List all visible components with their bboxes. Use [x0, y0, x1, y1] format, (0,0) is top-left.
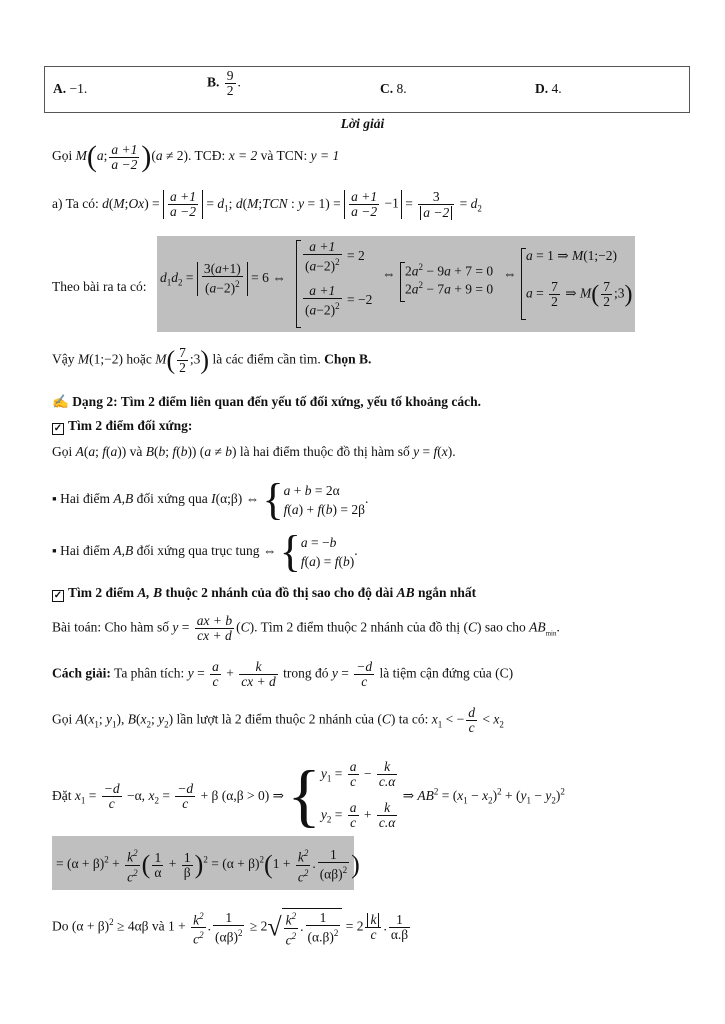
option-a[interactable] [53, 81, 87, 97]
line1-tcn-eq: y = 1 [310, 148, 340, 164]
line-2: a) Ta có: d(M;Ox) = $\frac{a +1}{a -2}$ = $d_1$; d(M;TCN : y = 1) = $\frac{a +1}{a -2}$ −1 = $\frac{3}{a -2}$ = $d_2$ [52, 189, 482, 220]
option-d[interactable] [535, 81, 562, 97]
call-post: ta có: [398, 711, 429, 727]
option-d-value: 4. [551, 81, 562, 96]
method-text: Ta phân tích: [114, 665, 185, 681]
line4-pre: Vậy [52, 351, 75, 367]
method-pre: Cách giải: [52, 665, 111, 681]
method-post: là tiệm cận đứng của (C) [379, 665, 514, 681]
method: Cách giải: Ta phân tích: y = $\frac{a}{c}$ + $\frac{k}{cx + d}$ trong đó y = $\frac{-d}{c}$ là tiệm cận đứng của (C) [52, 659, 514, 689]
line-3-bracket1: $\frac{a +1}{(a-2)^2}$ = 2 $\frac{a +1}{(a-2)^2}$ = −2 [296, 240, 372, 328]
line2-pre: a) Ta có: [52, 196, 99, 212]
line-1: Gọi M(a; $\frac{a +1}{a -2}$ )(a ≠ 2). TCĐ: x = 2 và TCN: y = 1 [52, 140, 340, 173]
dang2-heading [52, 394, 481, 410]
option-c[interactable] [380, 81, 407, 97]
dang2-text: Dạng 2: Tìm 2 điểm liên quan đến yếu tố đối xứng, yếu tố khoảng cách. [72, 394, 481, 409]
since-and: và [151, 918, 165, 934]
branch-title-post: ngắn nhất [417, 585, 477, 600]
line-3-bracket2: $2a^2 - 9a + 7 = 0$ $2a^2 - 7a + 9 = 0$ [400, 262, 493, 302]
solution-title: Lời giải [340, 116, 385, 131]
problem: Bài toán: Cho hàm số y = $\frac{ax + b}{cx + d}$ (C). Tìm 2 điểm thuộc 2 nhánh của đồ thị (C) sao cho $AB_{min}$. [52, 613, 560, 643]
sym-intro: Gọi A(a; f(a)) và B(b; f(b)) (a ≠ b) là hai điểm thuộc đồ thị hàm số y = f(x). [52, 444, 456, 459]
line-3-bracket3: a = 1 ⇒ M(1;−2) a = $\frac{7}{2}$ ⇒ M( $\frac{7}{2}$ ;3) [521, 248, 632, 320]
option-d-label: D. [535, 81, 549, 96]
option-b-label: B. [207, 74, 220, 90]
sym-title [52, 418, 192, 435]
option-b-dot: . [237, 74, 241, 90]
option-b-den: 2 [226, 83, 234, 98]
option-b[interactable] [207, 69, 241, 98]
sym-axis-mid: đối xứng qua trục tung [136, 543, 260, 559]
line1-pre: Gọi [52, 148, 73, 164]
checkbox-icon: ✓ [53, 590, 63, 601]
line1-tcd: . TCĐ: [188, 148, 226, 164]
sym-intro-post: là hai điểm thuộc đồ thị hàm số [239, 444, 410, 459]
option-a-value: −1. [69, 81, 88, 96]
line1-tcd-eq: x = 2 [228, 148, 258, 164]
sym-intro-pre: Gọi [52, 444, 73, 459]
line4-post: là các điểm cần tìm. [212, 351, 321, 367]
option-b-num: 9 [226, 68, 234, 83]
sym-point-pre: ▪ Hai điểm [52, 491, 111, 507]
line1-m: M [75, 148, 87, 164]
sym-axis-pre: ▪ Hai điểm [52, 543, 111, 559]
sym-axis: ▪ Hai điểm A,B đối xứng qua trục tung ⇔ {a = −b f(a) = f(b). [52, 527, 358, 576]
option-a-label: A. [53, 81, 67, 96]
sym-point-mid: đối xứng qua [136, 491, 208, 507]
sym-intro-and: và [129, 444, 143, 459]
line-4: Vậy M(1;−2) hoặc M( $\frac{7}{2}$ ;3) là các điểm cần tìm. Chọn B. [52, 345, 372, 375]
line-3-math: $d_1d_2$ = $\frac{3(a+1)}{(a-2)^2}$ = 6 ⇔ [160, 261, 286, 296]
checkbox-icon: ✓ [53, 423, 63, 434]
branch-title-mid: thuộc 2 nhánh của đồ thị sao cho độ dài [165, 585, 394, 600]
line4-choice: Chọn B. [324, 351, 372, 367]
problem-mid: . Tìm 2 điểm thuộc 2 nhánh của đồ thị [254, 619, 461, 635]
since: Do $(\alpha + \beta)^2 \ge 4\alpha\beta$ và 1 + $\frac{k^2}{c^2}$ . $\frac{1}{(\alpha\beta)^2}$ ≥ 2√ $\frac{k^2}{c^2}$ . $\frac{1}{(\alpha.\beta)^2}$ = 2 $\frac{k}{c}$ . $\frac{1}{\alpha.\beta}$ [52, 909, 409, 947]
option-c-value: 8. [396, 81, 407, 96]
line4-or: hoặc [126, 351, 152, 367]
answer-box [44, 66, 690, 113]
problem-post: sao cho [484, 619, 526, 635]
set-pre: Đặt [52, 787, 72, 803]
pencil-icon: ✍ [52, 394, 69, 409]
branch-title: ✓ Tìm 2 điểm A, B thuộc 2 nhánh của đồ thị sao cho độ dài AB ngắn nhất [53, 585, 477, 601]
call-mid: lần lượt là 2 điểm thuộc 2 nhánh của [176, 711, 374, 727]
method-mid: trong đó [283, 665, 329, 681]
call-pre: Gọi [52, 711, 73, 727]
set: Đặt $x_1$ = $\frac{-d}{c}$ −α, $x_2$ = $\frac{-d}{c}$ + β (α,β > 0) ⇒ {$y_1$ = $\frac{a}{c}$ − $\frac{k}{c.\alpha}$ $y_2$ = $\frac{a}{c}$ + $\frac{k}{c.\alpha}$ ⇒ $AB^2 = (x_1 - x_2)^2 + (y_1 - y_2)^2$ [52, 757, 565, 835]
sym-title-text: Tìm 2 điểm đối xứng: [68, 418, 193, 433]
call: Gọi $A(x_1$; $y_1$), $B(x_2$; $y_2$) lần lượt là 2 điểm thuộc 2 nhánh của (C) ta có: $x_1$ < − $\frac{d}{c}$ < $x_2$ [52, 705, 504, 735]
option-c-label: C. [380, 81, 394, 96]
branch-title-pre: Tìm 2 điểm [68, 585, 134, 600]
since-pre: Do [52, 918, 69, 934]
problem-pre: Bài toán: Cho hàm số [52, 619, 169, 635]
line3-pre: Theo bài ra ta có: [52, 279, 147, 294]
sym-point: ▪ Hai điểm A,B đối xứng qua I(α;β) ⇔ {a + b = 2α f(a) + f(b) = 2β. [52, 475, 369, 524]
expand-formula: = $(\alpha + \beta)^2$ + $\frac{k^2}{c^2}$ ( $\frac{1}{\alpha}$ + $\frac{1}{\beta}$ )$^2 = (\alpha + \beta)^2(1$ + $\frac{k^2}{c^2}$ . $\frac{1}{(\alpha\beta)^2}$ ) [56, 847, 360, 884]
line1-and: và TCN: [260, 148, 308, 164]
